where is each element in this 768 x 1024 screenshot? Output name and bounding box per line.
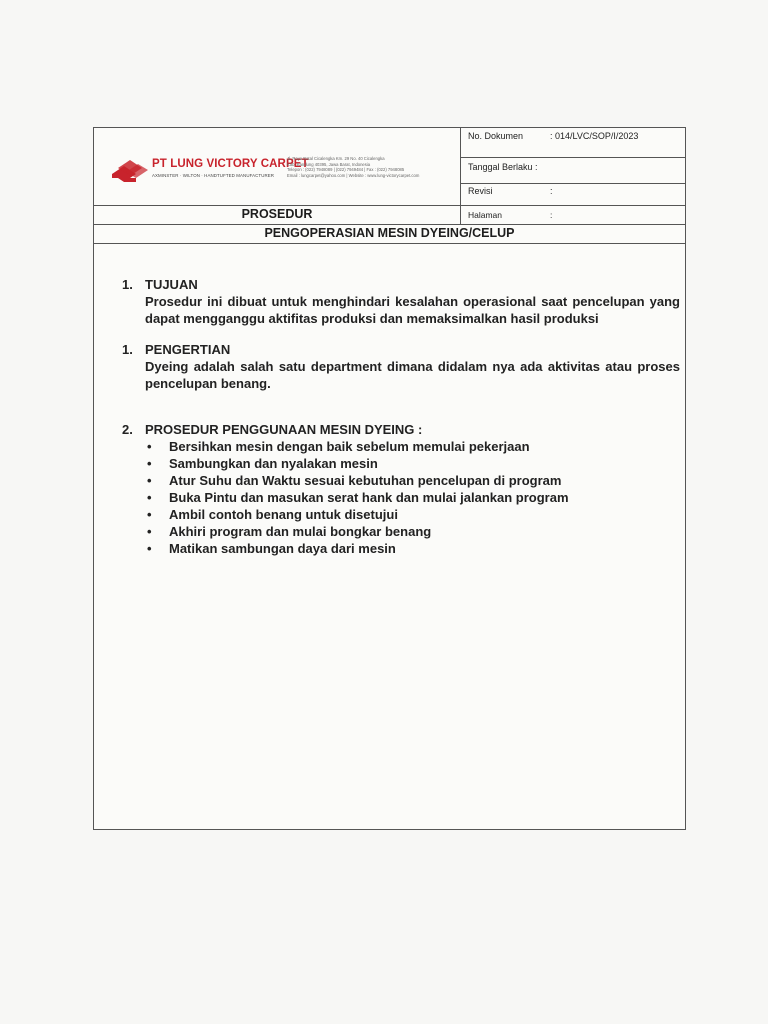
header-divider [460, 183, 685, 184]
revision-label: Revisi [468, 186, 493, 196]
section-title: PENGERTIAN [145, 342, 231, 357]
header-divider [94, 224, 685, 225]
bullet-icon: • [147, 507, 152, 522]
list-item [145, 540, 680, 557]
effective-date-row [468, 162, 538, 172]
company-name: PT LUNG VICTORY CARPET [152, 158, 309, 170]
header-divider [94, 243, 685, 244]
section-title: PROSEDUR PENGGUNAAN MESIN DYEING : [145, 422, 423, 437]
address-line: Jl. Raya Batal Cicalengka Km. 29 No. 40 Cicalengka [287, 156, 385, 161]
doc-number-value: : 014/LVC/SOP/I/2023 [550, 131, 639, 141]
section-title: TUJUAN [145, 277, 198, 292]
document-category: PROSEDUR [241, 207, 313, 221]
bullet-icon: • [147, 524, 152, 539]
company-address [287, 156, 457, 178]
section-pengertian [120, 341, 680, 392]
list-item [145, 506, 680, 523]
bullet-icon: • [147, 490, 152, 505]
section-tujuan [120, 276, 680, 327]
list-item-text: Matikan sambungan daya dari mesin [169, 541, 396, 556]
revision-colon: : [550, 186, 553, 196]
list-item [145, 523, 680, 540]
list-item-text: Atur Suhu dan Waktu sesuai kebutuhan pencelupan di program [169, 473, 562, 488]
list-item-text: Bersihkan mesin dengan baik sebelum memulai pekerjaan [169, 439, 530, 454]
effective-date-label: Tanggal Berlaku : [468, 162, 538, 172]
bullet-icon: • [147, 439, 152, 454]
doc-number-row [468, 131, 639, 141]
list-item-text: Sambungkan dan nyalakan mesin [169, 456, 378, 471]
list-item [145, 472, 680, 489]
doc-number-label: No. Dokumen [468, 131, 524, 141]
document-title: PENGOPERASIAN MESIN DYEING/CELUP [264, 226, 515, 240]
address-line: Telepon : (022) 7948089 | (022) 7949484 | Fax : (022) 7948085 [287, 167, 405, 173]
company-logo-block [110, 152, 455, 212]
list-item [145, 489, 680, 506]
document-body [120, 276, 680, 557]
address-line: Kab. Bandung 40395, Jawa Barat, Indonesia [287, 161, 371, 167]
header-divider [460, 128, 461, 224]
address-line: Email : lungcarpet@yahoo.com | Website : www.lung-victorycarpet.com [287, 172, 420, 178]
section-prosedur [120, 421, 680, 557]
document-frame [93, 127, 686, 830]
bullet-icon: • [147, 473, 152, 488]
list-item-text: Buka Pintu dan masukan serat hank dan mulai jalankan program [169, 490, 569, 505]
page-colon: : [550, 210, 553, 220]
section-text: Dyeing adalah salah satu department dimana didalam nya ada aktivitas atau proses pencelupan benang. [145, 359, 680, 391]
bullet-icon: • [147, 541, 152, 556]
company-tagline: AXMINSTER · WILTON · HANDTUFTED MANUFACTURER [152, 173, 275, 178]
revision-row [468, 186, 553, 196]
header-divider [460, 205, 685, 206]
section-number: 2. [122, 422, 133, 437]
document-header [94, 128, 685, 243]
list-item [145, 455, 680, 472]
section-number: 1. [122, 342, 133, 357]
list-item-text: Ambil contoh benang untuk disetujui [169, 507, 398, 522]
section-number: 1. [122, 277, 133, 292]
section-text: Prosedur ini dibuat untuk menghindari kesalahan operasional saat pencelupan yang dapat mengganggu aktifitas produksi dan memaksimalkan hasil produksi [145, 294, 680, 326]
page-row [468, 210, 553, 220]
list-item-text: Akhiri program dan mulai bongkar benang [169, 524, 432, 539]
header-divider [460, 157, 685, 158]
page-label: Halaman [468, 210, 503, 220]
company-logo-icon [110, 156, 150, 186]
list-item [145, 438, 680, 455]
procedure-list [145, 438, 680, 557]
bullet-icon: • [147, 456, 152, 471]
